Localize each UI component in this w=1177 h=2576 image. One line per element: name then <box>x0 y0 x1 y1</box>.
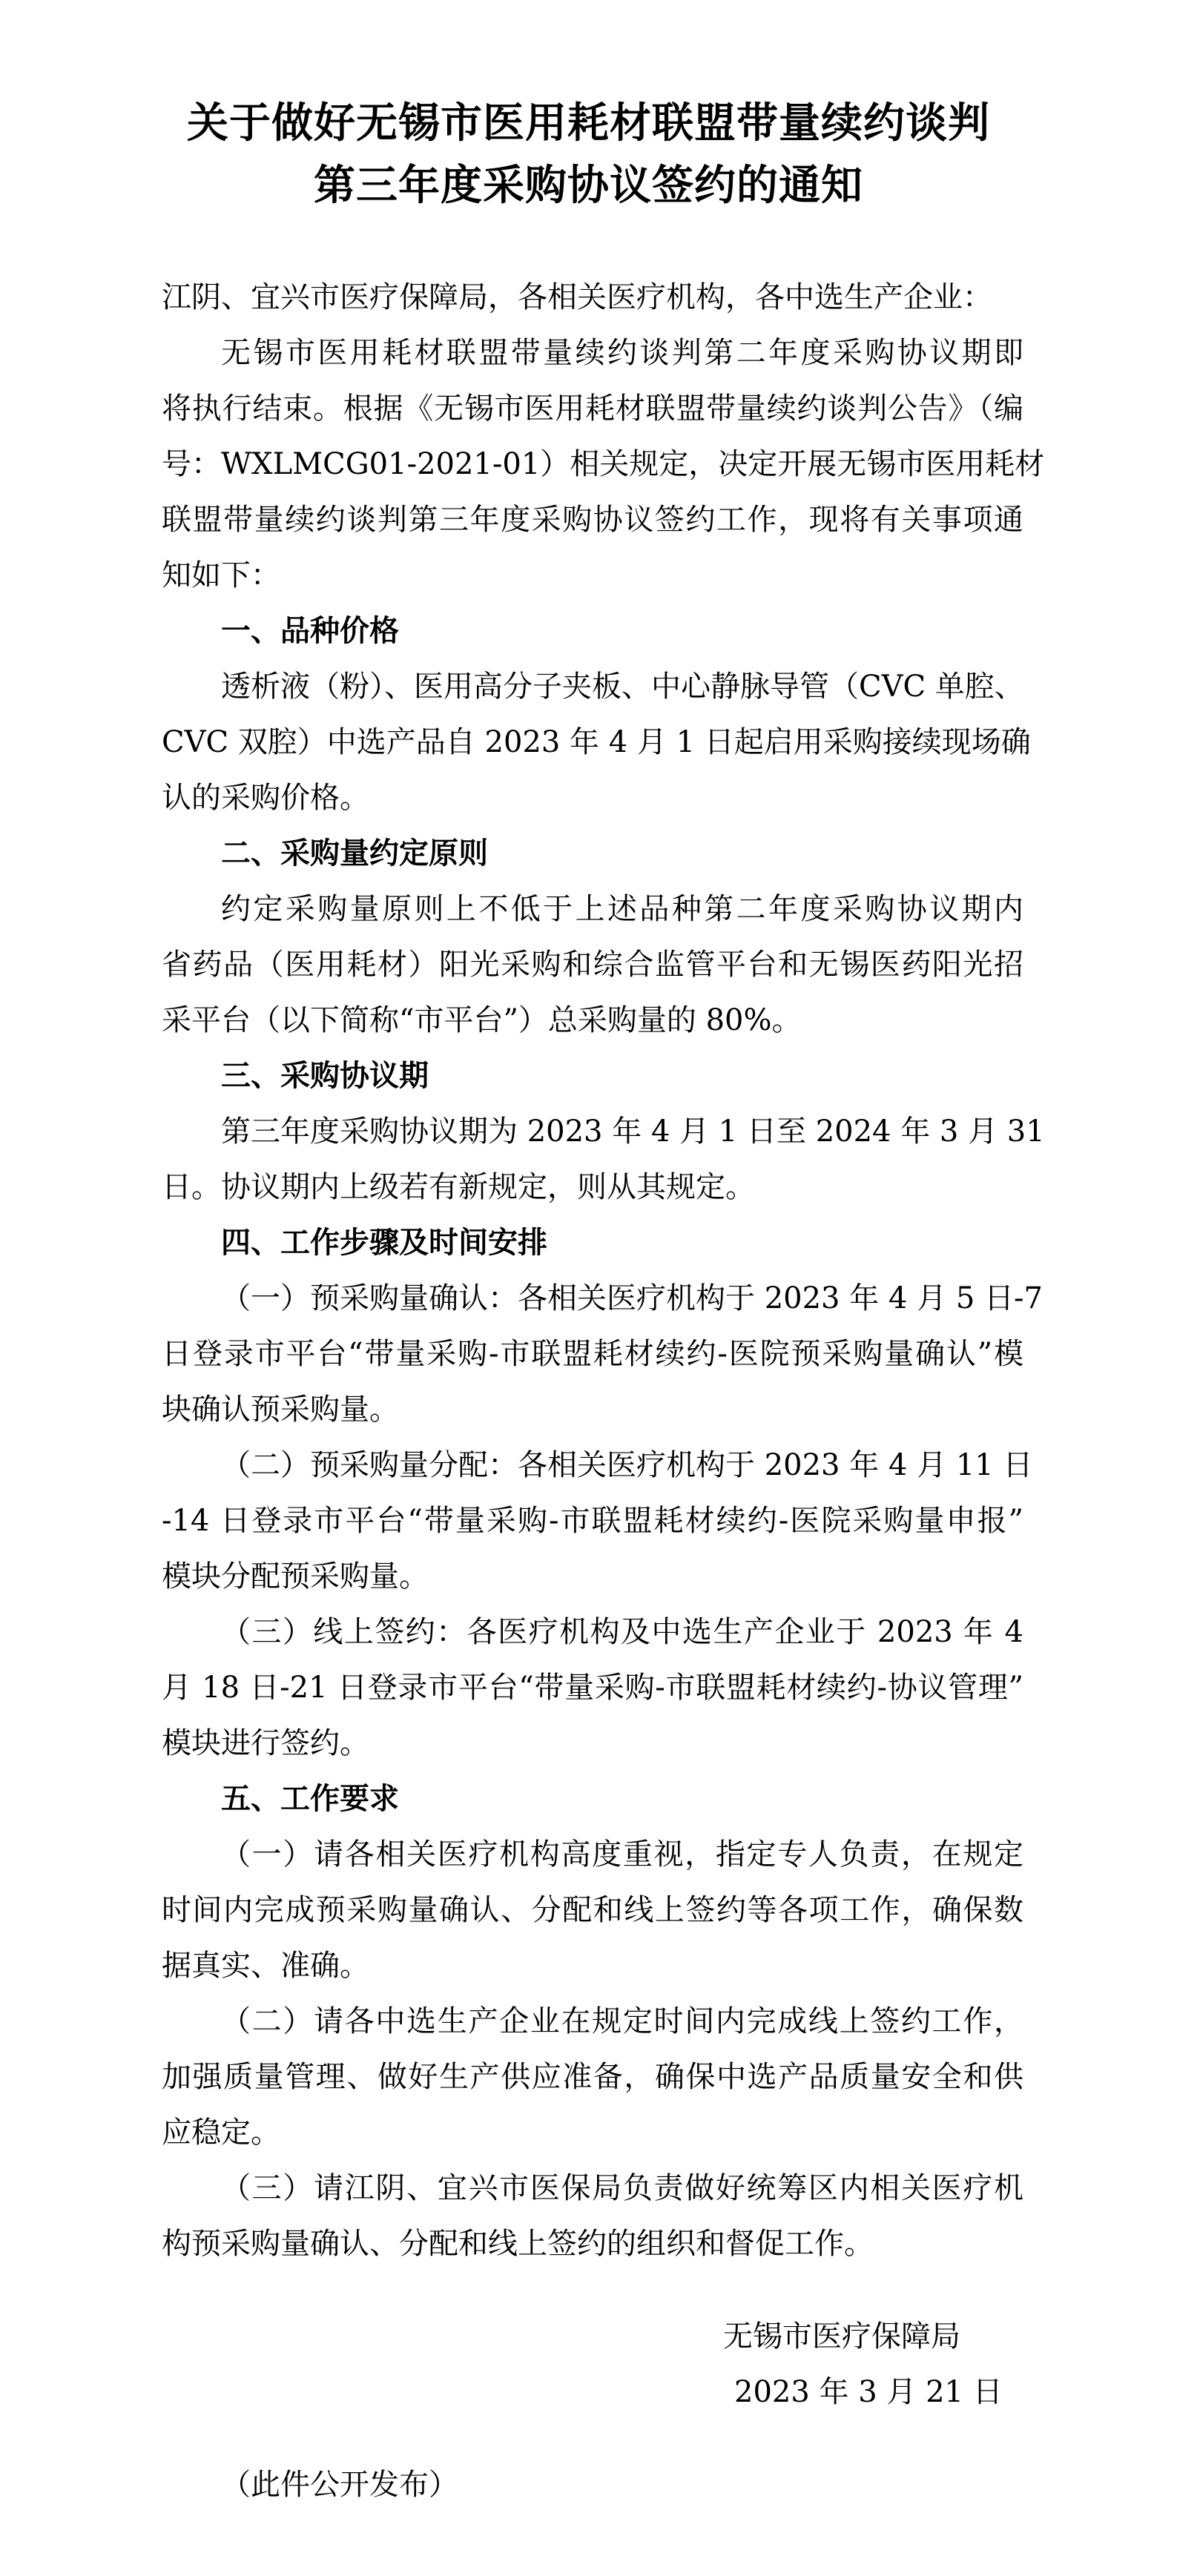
intro-paragraph-line: 将执行结束。根据《无锡市医用耗材联盟带量续约谈判公告》（编 <box>162 392 1023 426</box>
section-heading: 五、工作要求 <box>221 1781 399 1816</box>
paragraph-line: （三）线上签约：各医疗机构及中选生产企业于 2023 年 4 <box>221 1615 1023 1649</box>
paragraph-line: 模块进行签约。 <box>162 1726 369 1760</box>
paragraph-line: 应稳定。 <box>162 2116 280 2150</box>
paragraph-line: 日登录市平台“带量采购-市联盟耗材续约-医院预采购量确认”模 <box>162 1337 1023 1371</box>
section-heading: 二、采购量约定原则 <box>221 836 488 871</box>
paragraph-line: 采平台（以下简称“市平台”）总采购量的 80%。 <box>162 1003 802 1037</box>
paragraph-line: 据真实、准确。 <box>162 1949 369 1983</box>
paragraph-line: 月 18 日-21 日登录市平台“带量采购-市联盟耗材续约-协议管理” <box>162 1671 1023 1705</box>
paragraph-line: （二）预采购量分配：各相关医疗机构于 2023 年 4 月 11 日 <box>221 1448 1033 1482</box>
paragraph-line: 构预采购量确认、分配和线上签约的组织和督促工作。 <box>162 2227 874 2261</box>
issue-date: 2023 年 3 月 21 日 <box>734 2375 1003 2409</box>
section-heading: 一、品种价格 <box>221 613 399 648</box>
paragraph-line: 认的采购价格。 <box>162 781 369 815</box>
addressee: 江阴、宜兴市医疗保障局，各相关医疗机构，各中选生产企业： <box>162 280 992 314</box>
paragraph-line: （二）请各中选生产企业在规定时间内完成线上签约工作， <box>221 2004 1023 2038</box>
section-heading: 四、工作步骤及时间安排 <box>221 1225 547 1260</box>
intro-paragraph-line: 知如下： <box>162 558 280 592</box>
paragraph-line: （三）请江阴、宜兴市医保局负责做好统筹区内相关医疗机 <box>221 2171 1023 2205</box>
intro-paragraph-line: 联盟带量续约谈判第三年度采购协议签约工作，现将有关事项通 <box>162 503 1023 537</box>
paragraph-line: 加强质量管理、做好生产供应准备，确保中选产品质量安全和供 <box>162 2060 1023 2094</box>
paragraph-line: （一）请各相关医疗机构高度重视，指定专人负责，在规定 <box>221 1837 1023 1872</box>
publication-note: （此件公开发布） <box>221 2468 458 2502</box>
section-heading: 三、采购协议期 <box>221 1058 429 1093</box>
paragraph-line: 时间内完成预采购量确认、分配和线上签约等各项工作，确保数 <box>162 1893 1023 1927</box>
paragraph-line: 约定采购量原则上不低于上述品种第二年度采购协议期内 <box>221 892 1023 926</box>
paragraph-line: -14 日登录市平台“带量采购-市联盟耗材续约-医院采购量申报” <box>162 1504 1023 1538</box>
paragraph-line: 透析液（粉）、医用高分子夹板、中心静脉导管（CVC 单腔、 <box>221 670 1024 704</box>
issuing-organization: 无锡市医疗保障局 <box>723 2319 960 2354</box>
paragraph-line: 省药品（医用耗材）阳光采购和综合监管平台和无锡医药阳光招 <box>162 948 1023 982</box>
intro-paragraph-line: 无锡市医用耗材联盟带量续约谈判第二年度采购协议期即 <box>221 336 1023 370</box>
paragraph-line: 第三年度采购协议期为 2023 年 4 月 1 日至 2024 年 3 月 31 <box>221 1114 1045 1149</box>
paragraph-line: CVC 双腔）中选产品自 2023 年 4 月 1 日起启用采购接续现场确 <box>162 725 1031 759</box>
document-title-line-2: 第三年度采购协议签约的通知 <box>314 161 863 210</box>
paragraph-line: 块确认预采购量。 <box>162 1393 399 1427</box>
intro-paragraph-line: 号：WXLMCG01-2021-01）相关规定，决定开展无锡市医用耗材 <box>162 447 1045 481</box>
paragraph-line: （一）预采购量确认：各相关医疗机构于 2023 年 4 月 5 日-7 <box>221 1281 1043 1315</box>
document-title-line-1: 关于做好无锡市医用耗材联盟带量续约谈判 <box>187 99 990 148</box>
paragraph-line: 日。协议期内上级若有新规定，则从其规定。 <box>162 1170 755 1204</box>
paragraph-line: 模块分配预采购量。 <box>162 1559 429 1594</box>
